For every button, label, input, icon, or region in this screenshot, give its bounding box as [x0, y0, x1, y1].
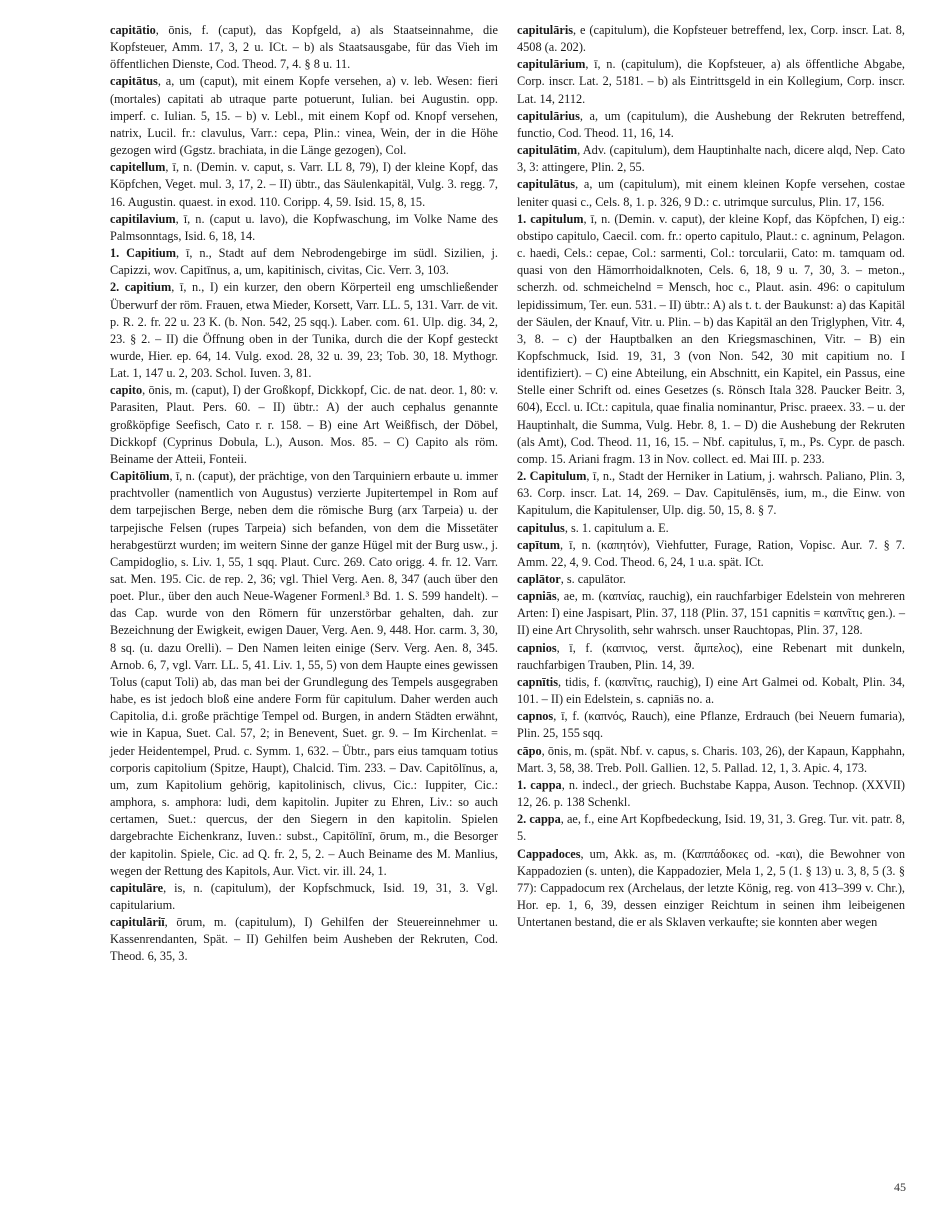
entry-headword: 2. Capitulum — [517, 469, 587, 484]
entry-capitium-2 — [110, 279, 498, 382]
entry-body: , ōnis, m. (caput), I) der Großkopf, Dickkopf, Cic. de nat. deor. 1, 80: v. Parasiten, Plaut. Pers. 60. – II) übtr.: A) der auch cephalus genannte großköpfige Seefisch, Cato r. r. 158. – B) eine Art Weißfisch, der Döbel, Dickkopf (Cyprinus Dobula, L.), Auson. Mos. 85. – C) Capito als röm. Beiname der Atteii, Fonteii. — [110, 383, 498, 466]
entry-body: , s. 1. capitulum a. E. — [564, 520, 669, 535]
entry-capitum — [517, 537, 905, 571]
entry-cappa-2 — [517, 811, 905, 845]
entry-body: , a, um (capitulum), mit einem kleinen Kopfe versehen, costae leniter quasi c., Cels. 8, 1. p. 326, 9 D.: c. utrimque surculus, Plin. 17, 156. — [517, 177, 905, 209]
entry-cappa-1 — [517, 777, 905, 811]
entry-body: , n. indecl., der griech. Buchstabe Kappa, Auson. Technop. (XXVII) 12, 26. p. 138 Schenkl. — [517, 777, 905, 810]
entry-capnios — [517, 640, 905, 674]
entry-capitularii — [110, 914, 498, 965]
entry-capnias — [517, 588, 905, 639]
entry-headword: capitulāriī — [110, 915, 165, 930]
entry-headword: capitulārius — [517, 108, 580, 123]
entry-headword: caplātor — [517, 572, 561, 586]
entry-headword: capnios — [517, 640, 557, 655]
entry-headword: capniās — [517, 589, 557, 604]
entry-capitium-1 — [110, 245, 498, 279]
entry-body: , ī, n. (caput), der prächtige, von den Tarquiniern erbaute u. immer prachtvoller (namentlich von Augustus) verzierte Jupitertempel in Rom auf dem tarpejischen Berge, neben dem die römische Burg (arx Tarpeia) u. der tarpejische Felsen (rupes Tarpeia) sich befanden, von dem die Missetäter herabgestürzt wurden; im weitern Sinne der ganze Hügel mit der Burg usw., j. Campidoglio, s. Liv. 1, 55, 1 sqq. Plaut. Curc. 269. Cato origg. 4. fr. 12. Varr. sat. Men. 195. Cic. de rep. 2, 36; vgl. Thiel Verg. Aen. 8, 347 (auch über den poet. Plur., über den auch Neue-Wagener Formenl.³ Bd. 1. S. 599 handelt). – das Cap. wurde von den Römern für unzerstörbar gehalten, dah. zur Bezeichnung der Ewigkeit, ewigen Dauer, Verg. Aen. 9, 448. Hor. carm. 3, 30, 8 sq. (u. dazu Orelli). – Den Namen leiten einige (Serv. Verg. Aen. 8, 345. Arnob. 6, 7, vgl. Varr. LL. 5, 41. Liv. 1, 55, 5) von dem Haupte eines gewissen Tolus (caput Toli) ab, das man bei der Grundlegung des Tempels ausgegraben habe, es ist jedoch bloß eine andere Form für capitulum. Daher werden auch Capitolia, d.i. große prächtige Tempel od. Burgen, in andern Städten erwähnt, wie in Kapua, Suet. Cal. 57, 2; in Benevent, Suet. gr. 9. – Im Kirchenlat. = jeder Heidentempel, Prud. c. Symm. 1, 632. – Übtr., pars eius tamquam totius corporis capitolium (Spitze, Haupt), Chalcid. Tim. 233. – Dav. Capitōlīnus, a, um, zum Kapitolium gehörig, kapitolinisch, clivus, Cic.: Iuppiter, Cic.: amphora, s. amphora: ludi, dem kapitolin. Jupiter zu Ehren, Liv.: so auch certamen, Suet.: quercus, der den Siegern in den kapitolin. Spielen dargebrachte Eichenkranz, Iuven.: subst., Capitōlīnī, ōrum, m., die Besorger der kapitolin. Spiele, Cic. ad Q. fr. 2, 5, 2. – Auch Beiname des M. Manlius, wegen der Rettung des Kapitols, Aur. Vict. vir. ill. 24, 1. — [110, 469, 498, 878]
entry-capitulus — [517, 520, 905, 537]
entry-headword: 1. Capitium — [110, 246, 177, 261]
entry-body: , ae, f., eine Art Kopfbedeckung, Isid. 19, 31, 3. Greg. Tur. vit. patr. 8, 5. — [517, 812, 905, 844]
entry-body: , a, um (capitulum), die Aushebung der Rekruten betreffend, functio, Cod. Theod. 11, 16, 14. — [517, 108, 905, 140]
entry-capitulare — [110, 880, 498, 914]
entry-capitulum-2 — [517, 468, 905, 519]
entry-cappadoces — [517, 846, 905, 932]
entry-headword: capnos — [517, 709, 554, 724]
entry-body: , tidis, f. (καπνῖτις, rauchig), I) eine Art Galmei od. Kobalt, Plin. 34, 101. – II) ein Edelstein, s. capniās no. a. — [517, 674, 905, 707]
entry-capitulum-1 — [517, 211, 905, 468]
entry-headword: capitātus — [110, 74, 158, 89]
entry-capitilavium — [110, 211, 498, 245]
entry-body: , ī, f. (καπνιος, verst. ἄμπελος), eine Rebenart mit dunkeln, rauchfarbigen Trauben, Plin. 14, 39. — [517, 640, 905, 672]
entry-headword: capitellum — [110, 160, 166, 175]
left-column — [110, 22, 498, 966]
entry-body: , ōrum, m. (capitulum), I) Gehilfen der Steuereinnehmer u. Kassenrendanten, Spät. – II) Gehilfen beim Ausheben der Rekruten, Cod. Theod. 6, 35, 3. — [110, 915, 498, 964]
entry-headword: cāpo — [517, 743, 542, 758]
entry-body: , Adv. (capitulum), dem Hauptinhalte nach, dicere alqd, Nep. Cato 3, 3: attingere, Plin. 2, 55. — [517, 143, 905, 175]
entry-body: , is, n. (capitulum), der Kopfschmuck, Isid. 19, 31, 3. Vgl. capitularium. — [110, 880, 498, 912]
entry-capitularius — [517, 108, 905, 142]
entry-capo — [517, 743, 905, 777]
entry-body: , ī, n. (capitulum), die Kopfsteuer, a) als öffentliche Abgabe, Corp. inscr. Lat. 2, 5181. – b) als Eintrittsgeld in ein Kollegium, Corp. inscr. Lat. 14, 2112. — [517, 57, 905, 106]
entry-caplator — [517, 571, 905, 588]
entry-headword: capītum — [517, 537, 561, 552]
entry-headword: 2. cappa — [517, 812, 561, 827]
entry-capitulatus — [517, 176, 905, 210]
right-column — [517, 22, 905, 931]
entry-capitularium — [517, 56, 905, 107]
entry-body: , a, um (caput), mit einem Kopfe versehen, a) v. leb. Wesen: fieri (mortales) capitati ab utraque parte potuerunt, Iulian. bei Augustin. opp. imperf. c. Iulian. 5, 15. – b) v. Lebl., mit einem Kopf od. Knopf versehen, natrix, Lucil. fr.: clavulus, Varr.: cepa, Plin.: vinea, Wein, der in die Höhe gezogen wird (Ggstz. brachiata, in die Länge gezogen), Col. — [110, 74, 498, 158]
entry-headword: capitulus — [517, 520, 565, 535]
entry-body: , ī, n., Stadt auf dem Nebrodengebirge im südl. Sizilien, j. Capizzi, wov. Capitīnus, a, um, kapitinisch, civitas, Cic. Verr. 3, 103. — [110, 246, 498, 278]
page-number: 45 — [894, 1180, 906, 1194]
entry-capitularis — [517, 22, 905, 56]
entry-capito — [110, 382, 498, 468]
entry-body: , ōnis, f. (caput), das Kopfgeld, a) als Staatseinnahme, die Kopfsteuer, Amm. 17, 3, 2 u. ICt. – b) als Staatsausgabe, für das Vieh im öffentlichen Dienste, Cod. Theod. 7, 4. § 8 u. 11. — [110, 23, 498, 72]
entry-headword: 1. capitulum — [517, 211, 584, 226]
entry-headword: Cappadoces — [517, 846, 581, 861]
entry-headword: capitulāre — [110, 880, 164, 895]
entry-body: , ī, n. (Demin. v. caput, s. Varr. LL 8, 79), I) der kleine Kopf, das Köpfchen, Veget. mul. 3, 17, 2. – II) übtr., das Säulenkapitäl, Vulg. 3. regg. 7, 16. Augustin. quaest. in exod. 110. Coripp. 4, 59. Isid. 15, 8, 15. — [110, 160, 498, 209]
entry-body: , ī, n. (Demin. v. caput), der kleine Kopf, das Köpfchen, I) eig.: obstipo capitulo, Caecil. com. fr.: operto capitulo, Plaut.: c. agninum, Pelagon. c. haedi, Cels.: cepae, Col.: sarmenti, Col.: torcularii, Cato: m. tamquam od. quasi von den Hämorrhoidalknoten, Cels. 6, 18, 9 u. 7, 30, 3. – meton., scherzh. od. schmeichelnd = Mensch, hoc c., Plaut. asin. 496: o capitulum lepidissimum, Ter. eun. 531. – II) übtr.: A) als t. t. der Baukunst: a) das Kapitäl der Säulen, der Knauf, Vitr. u. Plin. – b) das Kapitäl an den Triglyphen, Vitr. 4, 3, 8. – c) der Hauptbalken an den Kriegsmaschinen, Vitr. – B) ein Kopfschmuck, Isid. 19, 31, 3 (von Non. 542, 30 mit capitium no. I identifiziert). – C) eine Abteilung, ein Abschnitt, ein Kapitel, ein Passus, eine Stelle einer Schrift od. eines Gesetzes (s. Rönsch Itala 328. Paucker Beitr. 3, 604), Eccl. u. ICt.: capitula, quae finalia nominantur, Prisc. praeex. 33. – u. der Hauptinhalt, die Summa, Vulg. Hebr. 8, 1. – D) die Aushebung der Rekruten (als Amt), Cod. Theod. 11, 16, 15. – Nbf. capitulus, ī, m., Ps. Cypr. de pasch. comp. 15. Ariani fragm. 13 in Nov. collect. ed. Mai III. p. 233. — [517, 211, 905, 466]
entry-capnitis — [517, 674, 905, 708]
entry-headword: capitātio — [110, 23, 156, 37]
entry-capitatus — [110, 73, 498, 159]
entry-capitatio — [110, 22, 498, 73]
entry-body: , ī, n., Stadt der Herniker in Latium, j. wahrsch. Paliano, Plin. 3, 63. Corp. inscr. Lat. 14, 269. – Dav. Capitulēnsēs, ium, m., die Einw. von Kapitulum, die Kapitulenser, Ulp. dig. 50, 15, 8. § 7. — [517, 469, 906, 518]
entry-headword: capnītis — [517, 674, 558, 689]
entry-capitolium — [110, 468, 498, 880]
entry-capnos — [517, 708, 905, 742]
entry-body: , ī, n. (καπητόν), Viehfutter, Furage, Ration, Vopisc. Aur. 7. § 7. Amm. 22, 4, 9. Cod. Theod. 6, 24, 1 u.a. spät. ICt. — [517, 537, 905, 569]
entry-body: , e (capitulum), die Kopfsteuer betreffend, lex, Corp. inscr. Lat. 8, 4508 (a. 202). — [517, 23, 905, 55]
entry-body: , ī, n. (caput u. lavo), die Kopfwaschung, im Volke Name des Palmsonntags, Isid. 6, 18, 14. — [110, 211, 498, 243]
entry-capitulatim — [517, 142, 905, 176]
entry-headword: 1. cappa — [517, 777, 562, 792]
entry-body: , ī, f. (καπνός, Rauch), eine Pflanze, Erdrauch (bei Neuern fumaria), Plin. 25, 155 sqq. — [517, 709, 905, 741]
entry-body: , ae, m. (καπνίας, rauchig), ein rauchfarbiger Edelstein von mehreren Arten: I) eine Jaspisart, Plin. 37, 118 (Plin. 37, 151 capnitis = καπνῖτις gen.). – II) eine Art Chrysolith, sehr wahrsch. unser Rauchtopas, Plin. 37, 128. — [517, 589, 905, 638]
entry-headword: capitulārium — [517, 57, 586, 72]
entry-body: , ī, n., I) ein kurzer, den obern Körperteil eng umschließender Überwurf der röm. Frauen, etwa Mieder, Korsett, Varr. LL. 5, 131. Varr. de vit. p. R. 2. fr. 22 u. 23 K. (b. Non. 542, 25 sqq.). Laber. com. 61. Ulp. dig. 34, 2, 23. § 2. – II) die Öffnung oben in der Tunika, durch die der Kopf gesteckt wurde, Hier. ep. 64, 14. Vulg. exod. 28, 32 u. 39, 23; Tob. 30, 18. Mythogr. Lat. 1, 147 u. 2, 203. Schol. Iuven. 3, 81. — [110, 280, 498, 381]
entry-body: , ōnis, m. (spät. Nbf. v. capus, s. Charis. 103, 26), der Kapaun, Kapphahn, Mart. 3, 58, 38. Treb. Poll. Gallien. 12, 5. Pallad. 12, 1, 3. Apic. 4, 173. — [517, 743, 905, 775]
entry-body: , um, Akk. as, m. (Καππάδοκες od. -και), die Bewohner von Kappadozien (s. unten), die Kappadozier, Mela 1, 2, 5 (1. § 13) u. 3, 8, 5 (3. § 77): Cappadocum rex (Archelaus, der letzte König, reg. von 413–399 v. Chr.), Hor. ep. 1, 6, 39, dessen einziger Reichtum in seinen ihm leibeigenen Untertanen bestand, die er als Sklaven verkaufte; sie konnten aber wegen — [517, 846, 905, 930]
entry-headword: capito — [110, 383, 143, 398]
entry-headword: capitulātim — [517, 143, 578, 158]
entry-headword: 2. capitium — [110, 280, 172, 295]
entry-headword: Capitōlium — [110, 469, 170, 484]
entry-body: , s. capulātor. — [560, 572, 626, 586]
entry-headword: capitulātus — [517, 177, 576, 192]
entry-headword: capitulāris — [517, 23, 574, 37]
entry-capitellum — [110, 159, 498, 210]
entry-headword: capitilavium — [110, 211, 176, 226]
